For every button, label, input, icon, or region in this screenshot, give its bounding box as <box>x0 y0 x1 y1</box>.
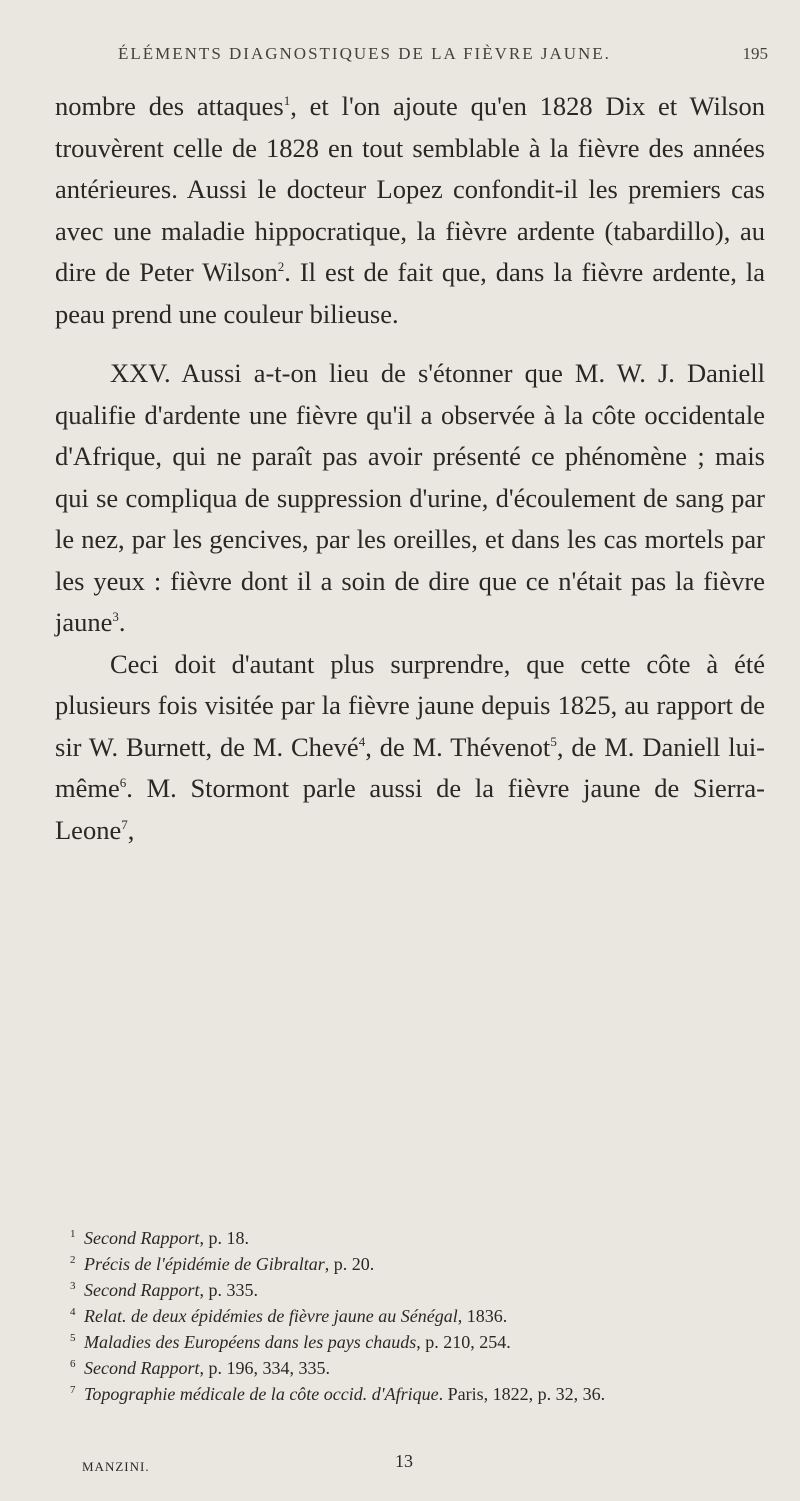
footnote-number: 4 <box>70 1306 76 1318</box>
footnote <box>70 1275 770 1301</box>
running-title: ÉLÉMENTS DIAGNOSTIQUES DE LA FIÈVRE JAUNE. <box>118 44 611 63</box>
footnote <box>70 1301 770 1327</box>
footnote-number: 6 <box>70 1358 76 1370</box>
text-run: . <box>118 607 126 637</box>
text-run: XXV. Aussi a-t-on lieu de s'étonner que M. W. J. Daniell qualifie d'ardente une fièvre qu'il a observée à la côte occidentale d'Afrique, qui ne paraît pas avoir présenté ce phénomène ; mais qui se compliqua de suppression d'urine, d'écoulement de sang par le nez, par les gencives, par les oreilles, et dans les cas mortels par les yeux : fièvre dont il a soin de dire que ce n'était pas la fièvre jaune <box>55 358 765 637</box>
footnote-number: 3 <box>70 1280 76 1292</box>
footnote-ref: 7 <box>121 816 128 832</box>
text-run: , <box>127 814 135 845</box>
page-number: 195 <box>742 44 768 63</box>
footnote-title: Topographie médicale de la côte occid. d'Afrique <box>84 1384 439 1404</box>
footnote <box>70 1379 770 1405</box>
footnote-rest: , p. 335. <box>199 1280 258 1300</box>
footnote-rest: , p. 196, 334, 335. <box>199 1358 330 1378</box>
footnote-ref: 4 <box>358 733 366 749</box>
footnote <box>70 1327 770 1353</box>
footnote-number: 2 <box>70 1254 76 1266</box>
footnote-ref: 1 <box>283 93 291 109</box>
text-run: , de M. Daniell lui-même <box>55 731 766 803</box>
footnote-number: 5 <box>70 1332 76 1344</box>
footnote-rest: , p. 18. <box>199 1228 249 1248</box>
footnote <box>70 1353 770 1379</box>
signature-number: 13 <box>395 1451 413 1471</box>
footnote-rest: , p. 20. <box>324 1254 375 1274</box>
footnote-title: Second Rapport <box>84 1228 200 1248</box>
text-run: , de M. Thévenot <box>365 731 551 762</box>
footnote-ref: 5 <box>550 733 557 749</box>
paragraph-1 <box>55 86 765 335</box>
footnote-title: Second Rapport <box>84 1358 200 1378</box>
footnote-title: Second Rapport <box>84 1280 200 1300</box>
footnote-rest: , p. 210, 254. <box>416 1332 511 1352</box>
paragraph-3 <box>55 644 765 852</box>
text-run: , et l'on ajoute qu'en 1828 Dix et Wilson trouvèrent celle de 1828 en tout semblable à la fièvre des années antérieures. Aussi le docteur Lopez confondit-il les premiers cas avec une maladie hippocratique, la fièvre ardente (tabardillo), au dire de Peter Wilson <box>55 91 765 287</box>
footnote-rest: , 1836. <box>457 1306 508 1326</box>
footnote <box>70 1249 770 1275</box>
text-run: Ceci doit d'autant plus surprendre, que cette côte à été plusieurs fois visitée par la fièvre jaune depuis 1825, au rapport de sir W. Burnett, de M. Chevé <box>55 648 765 762</box>
paragraph-2 <box>55 353 765 644</box>
footnote-ref: 6 <box>119 775 127 791</box>
footnote <box>70 1223 770 1249</box>
footnote-ref: 3 <box>112 609 119 625</box>
footnote-title: Relat. de deux épidémies de fièvre jaune au Sénégal <box>84 1306 458 1326</box>
footnotes <box>70 1223 770 1405</box>
text-run: . Il est de fait que, dans la fièvre ardente, la peau prend une couleur bilieuse. <box>55 257 766 329</box>
footnote-title: Maladies des Européens dans les pays chauds <box>84 1332 417 1352</box>
text-run: nombre des attaques <box>55 91 284 121</box>
footnote-number: 1 <box>70 1228 76 1240</box>
footnote-number: 7 <box>70 1384 76 1396</box>
footnote-title: Précis de l'épidémie de Gibraltar <box>84 1254 325 1274</box>
printer-signature: MANZINI. <box>82 1459 150 1474</box>
text-run: . M. Stormont parle aussi de la fièvre jaune de Sierra-Leone <box>55 773 765 845</box>
running-header <box>118 32 768 72</box>
page-footer <box>70 1445 740 1475</box>
footnote-rest: . Paris, 1822, p. 32, 36. <box>438 1384 606 1404</box>
main-text <box>55 86 765 851</box>
footnote-ref: 2 <box>277 259 285 275</box>
